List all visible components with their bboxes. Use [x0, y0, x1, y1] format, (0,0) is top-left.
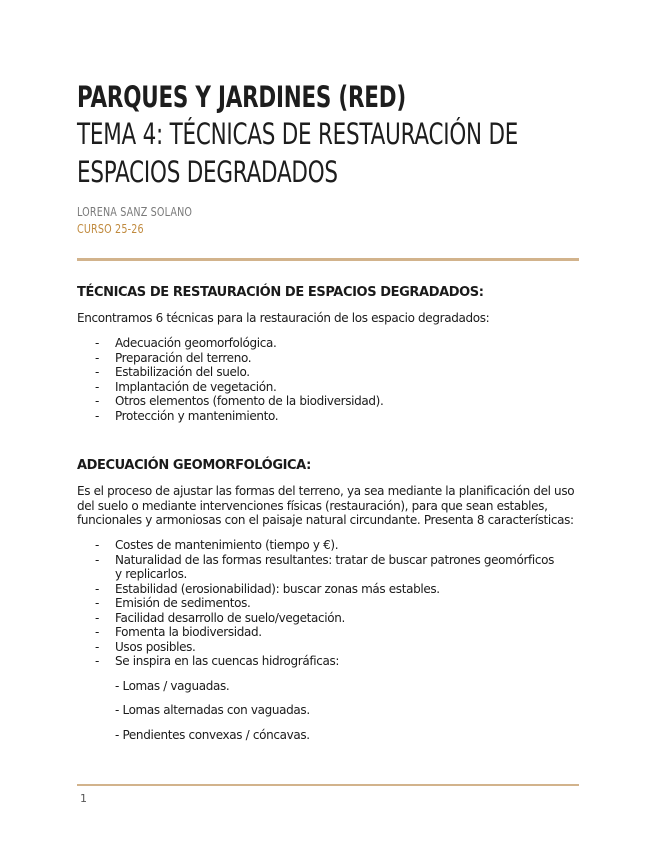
dash-bullet-icon: -	[95, 625, 99, 639]
dash-bullet-icon: -	[95, 654, 99, 668]
list-item: - Implantación de vegetación.	[95, 379, 277, 394]
tecnicas-list	[0, 336, 555, 423]
section-intro-tecnicas: Encontramos 6 técnicas para la restauración de los espacio degradados:	[77, 311, 490, 325]
sub-item-lomas-alternadas: - Lomas alternadas con vaguadas.	[115, 703, 310, 717]
sub-item-lomas: - Lomas / vaguadas.	[115, 679, 230, 693]
dash-bullet-icon: -	[95, 581, 99, 596]
section-intro-adecuacion: Es el proceso de ajustar las formas del terreno, ya sea mediante la planificación del uso del suelo o mediante intervenciones físicas (restauración), para que sean estables, funcionales y armoniosas con el paisaje natural circundante. Presenta 8 características:	[77, 484, 575, 527]
dash-bullet-icon: -	[95, 408, 99, 423]
dash-bullet-icon: -	[95, 552, 99, 567]
list-item: - Fomenta la biodiversidad.	[95, 625, 262, 639]
dash-bullet-icon: -	[95, 610, 99, 625]
list-item: - Emisión de sedimentos.	[95, 596, 251, 610]
list-item: - Preparación del terreno.	[95, 350, 252, 365]
dash-bullet-icon: -	[95, 538, 99, 552]
section-heading-adecuacion: ADECUACIÓN GEOMORFOLÓGICA:	[77, 458, 311, 473]
dash-bullet-icon: -	[95, 379, 99, 394]
section-heading-tecnicas: TÉCNICAS DE RESTAURACIÓN DE ESPACIOS DEGRADADOS:	[77, 285, 484, 300]
list-item: - Usos posibles.	[95, 639, 196, 654]
dash-bullet-icon: -	[95, 336, 99, 350]
dash-bullet-icon: -	[95, 365, 99, 379]
dash-bullet-icon: -	[95, 394, 99, 408]
list-item: - Adecuación geomorfológica.	[95, 336, 277, 350]
course-label: CURSO 25-26	[77, 222, 144, 236]
list-item: - Naturalidad de las formas resultantes: tratar de buscar patrones geomórficos y replicarlos.	[95, 552, 555, 581]
dash-bullet-icon: -	[95, 639, 99, 654]
document-subtitle-line-1: TEMA 4: TÉCNICAS DE RESTAURACIÓN DE	[77, 117, 519, 151]
list-item: - Facilidad desarrollo de suelo/vegetación.	[95, 610, 345, 625]
dash-bullet-icon: -	[95, 596, 99, 610]
footer-divider	[77, 784, 579, 786]
list-item: - Estabilización del suelo.	[95, 365, 250, 379]
header-divider	[77, 258, 579, 261]
list-item: - Protección y mantenimiento.	[95, 408, 279, 423]
list-item: - Costes de mantenimiento (tiempo y €).	[95, 538, 339, 552]
document-title: PARQUES Y JARDINES (RED)	[77, 80, 406, 114]
caracteristicas-list	[0, 538, 555, 669]
list-item: - Otros elementos (fomento de la biodiversidad).	[95, 394, 384, 408]
list-item: - Se inspira en las cuencas hidrográficas:	[95, 654, 340, 668]
document-subtitle-line-2: ESPACIOS DEGRADADOS	[77, 155, 338, 189]
author-name: LORENA SANZ SOLANO	[77, 205, 193, 219]
page-number: 1	[80, 792, 87, 805]
dash-bullet-icon: -	[95, 350, 99, 365]
list-item: - Estabilidad (erosionabilidad): buscar zonas más estables.	[95, 581, 440, 596]
sub-item-pendientes: - Pendientes convexas / cóncavas.	[115, 728, 310, 742]
